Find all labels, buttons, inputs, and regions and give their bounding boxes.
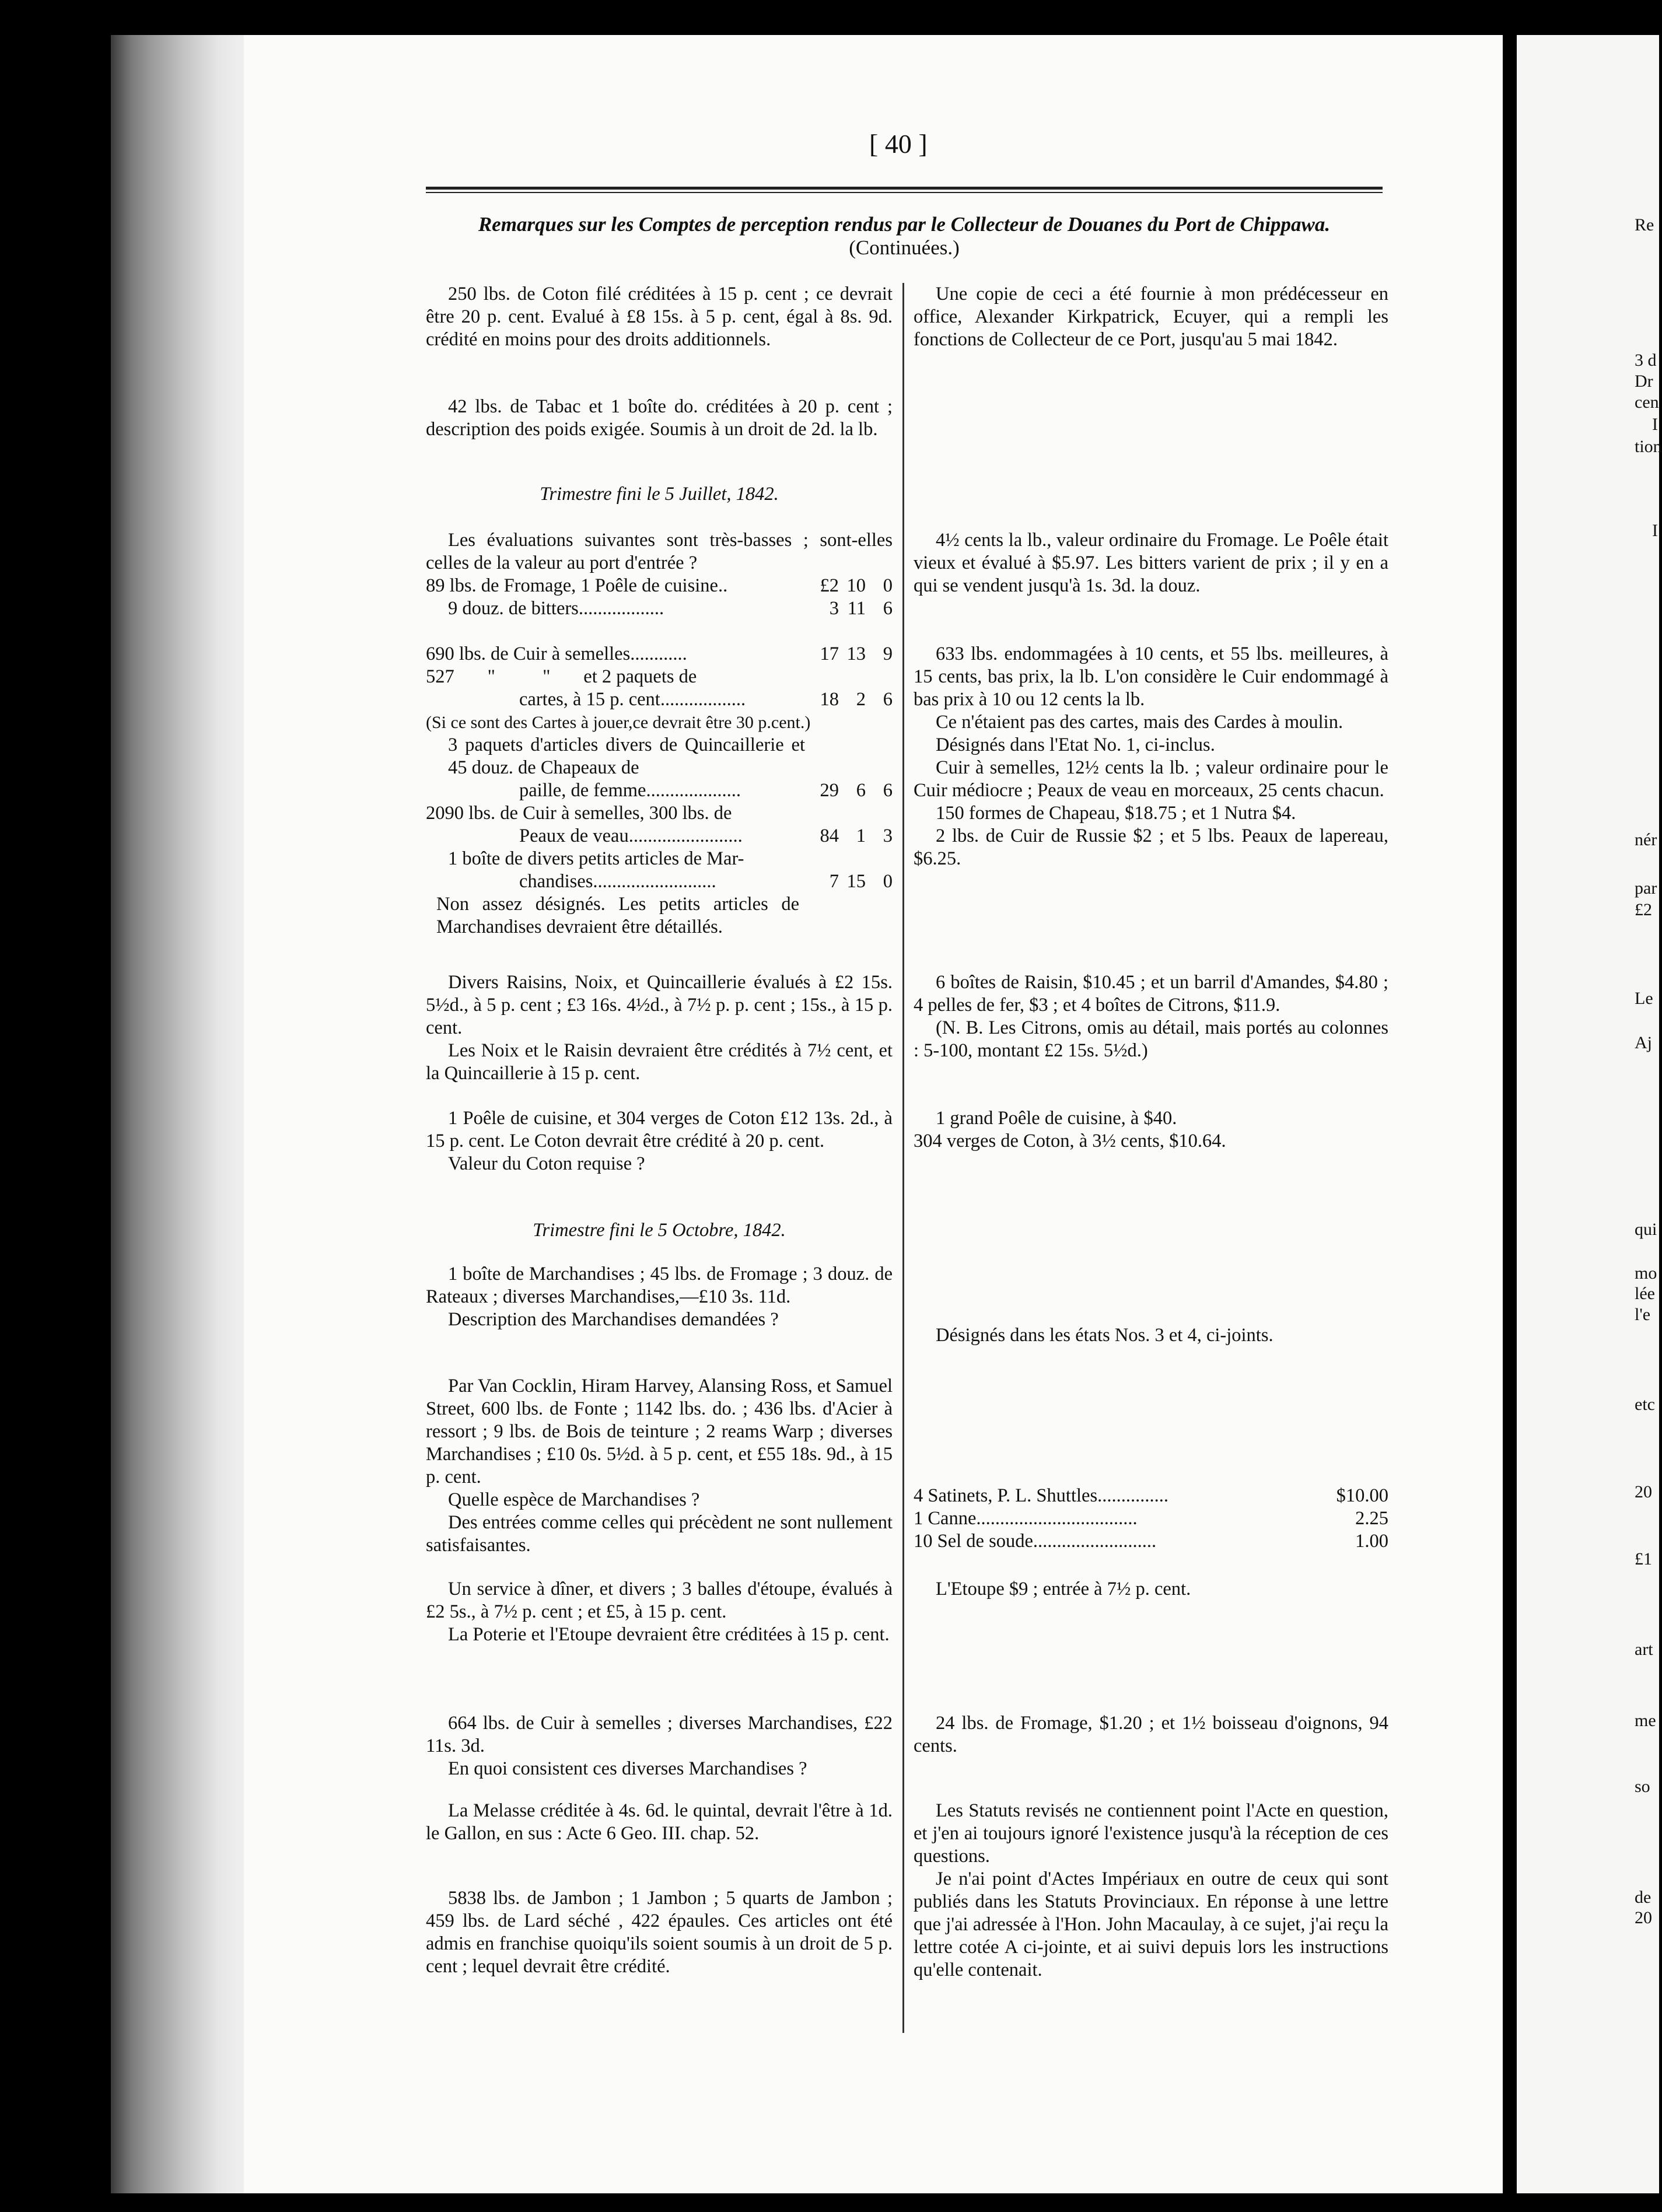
- facing-fragment: 20: [1635, 1482, 1652, 1502]
- facing-fragment: mo: [1635, 1264, 1657, 1283]
- list-item: [914, 1530, 1388, 1553]
- facing-fragment: cen: [1635, 393, 1659, 412]
- row-shillings: 6: [856, 780, 866, 801]
- amount-row: [426, 825, 893, 848]
- paragraph-text: En quoi consistent ces diverses Marchandises ?: [448, 1758, 807, 1779]
- row-description: 1 boîte de divers petits articles de Mar-: [448, 848, 744, 869]
- answer-copie: [914, 283, 1388, 351]
- paragraph-text: 1 grand Poêle de cuisine, à $40.: [936, 1108, 1177, 1129]
- row-description: 89 lbs. de Fromage, 1 Poêle de cuisine..: [426, 575, 728, 596]
- paragraph-text: 24 lbs. de Fromage, $1.20 ; et 1½ boisseau d'oignons, 94 cents.: [914, 1713, 1388, 1756]
- paragraph-text: 250 lbs. de Coton filé créditées à 15 p. cent ; ce devrait être 20 p. cent. Evalué à £8 15s. à 5 p. cent, égal à 8s. 9d. crédité en moins pour des droits additionnels.: [426, 284, 893, 350]
- book-spine: [111, 35, 245, 2193]
- paragraph-text: Valeur du Coton requise ?: [448, 1153, 645, 1174]
- facing-fragment: qui: [1635, 1220, 1657, 1239]
- facing-fragment: Dr: [1635, 372, 1653, 391]
- paragraph-text: Je n'ai point d'Actes Impériaux en outre de ceux qui sont publiés dans les Statuts Provinciaux. En réponse à une lettre que j'ai adressée à l'Hon. John Macaulay, à ce sujet, j'ai reçu la lettre cotée A ci-jointe, et ai suivi depuis lors les instructions qu'elle contenait.: [914, 1868, 1388, 1980]
- row-description: 2090 lbs. de Cuir à semelles, 300 lbs. de: [426, 803, 732, 824]
- amount-row: [426, 688, 893, 711]
- page-heading: Remarques sur les Comptes de perception rendus par le Collecteur de Douanes du Port de Chippawa.: [478, 213, 1331, 236]
- row-pence: 6: [883, 598, 893, 619]
- amount-row: [426, 575, 893, 597]
- section-heading-octobre: [426, 1219, 893, 1242]
- facing-fragment: etc: [1635, 1395, 1655, 1414]
- list-item-value: 2.25: [1355, 1508, 1388, 1529]
- list-item-value: $10.00: [1336, 1485, 1388, 1506]
- answer-fromage-oignons: [914, 1712, 1388, 1758]
- answer-fromage: [914, 529, 1388, 597]
- facing-fragment: lée: [1635, 1284, 1655, 1303]
- block-evaluations: [426, 529, 893, 620]
- facing-fragment: Le: [1635, 989, 1653, 1008]
- facing-fragment: l'e: [1635, 1305, 1651, 1324]
- block-poele: [426, 1107, 893, 1175]
- answer-raisin: [914, 971, 1388, 1062]
- paragraph-text: 4½ cents la lb., valeur ordinaire du Fromage. Le Poêle était vieux et évalué à $5.97. Les bitters varient de prix ; il y en a qui se vendent jusqu'à 1s. 3d. la douz.: [914, 530, 1388, 596]
- paragraph-text: La Melasse créditée à 4s. 6d. le quintal, devrait l'être à 1d. le Gallon, en sus : Acte 6 Geo. III. chap. 52.: [426, 1800, 893, 1844]
- facing-fragment: me: [1635, 1711, 1656, 1730]
- paragraph-text: (N. B. Les Citrons, omis au détail, mais portés au colonnes : 5-100, montant £2 15s. 5½d.): [914, 1017, 1388, 1061]
- list-item-description: 1 Canne..................................: [914, 1508, 1138, 1529]
- block-boite: [426, 1263, 893, 1331]
- facing-fragment: Re: [1635, 215, 1654, 235]
- facing-fragment: I: [1652, 415, 1658, 434]
- answer-designes: [914, 1324, 1388, 1347]
- row-shillings: 13: [846, 643, 866, 664]
- facing-fragment: so: [1635, 1777, 1650, 1796]
- row-note: Non assez désignés. Les petits articles de Marchandises devraient être détaillés.: [436, 894, 799, 937]
- answer-list: [914, 1485, 1388, 1553]
- row-shillings: 10: [846, 575, 866, 596]
- list-item: [914, 1485, 1388, 1507]
- row-pence: 6: [883, 780, 893, 801]
- row-description: cartes, à 15 p. cent..................: [519, 689, 746, 710]
- section-heading: Trimestre fini le 5 Octobre, 1842.: [533, 1220, 786, 1241]
- row-shillings: 11: [847, 598, 866, 619]
- page-number: [ 40 ]: [869, 129, 928, 159]
- paragraph-text: 5838 lbs. de Jambon ; 1 Jambon ; 5 quarts de Jambon ; 459 lbs. de Lard séché , 422 épaules. Ces articles ont été admis en franchise quoiqu'ils soient soumis à un droit de 5 p. cent ; lequel devrait être crédité.: [426, 1888, 893, 1977]
- row-description: 690 lbs. de Cuir à semelles............: [426, 643, 687, 664]
- paragraph-text: Les évaluations suivantes sont très-basses ; sont-elles celles de la valeur au port d'entrée ?: [426, 530, 893, 573]
- row-description: 527 " " et 2 paquets de: [426, 666, 697, 687]
- facing-fragment: par: [1635, 878, 1657, 898]
- amount-row: [426, 643, 893, 666]
- row-description: paille, de femme....................: [519, 780, 741, 801]
- row-pounds: 84: [820, 825, 839, 846]
- facing-fragment: 20: [1635, 1908, 1652, 1927]
- page-subheading: (Continuées.): [849, 236, 960, 259]
- header-rule: [426, 187, 1383, 190]
- row-shillings: 2: [856, 689, 866, 710]
- row-shillings: 1: [856, 825, 866, 846]
- block-van-cocklin: [426, 1375, 893, 1557]
- block-jambon: [426, 1887, 893, 1978]
- row-pence: 0: [883, 575, 893, 596]
- paragraph-text: L'Etoupe $9 ; entrée à 7½ p. cent.: [936, 1578, 1191, 1600]
- paragraph-text: Les Statuts revisés ne contiennent point l'Acte en question, et j'en ai toujours ignoré l'existence jusqu'à la réception de ces questions.: [914, 1800, 1388, 1867]
- paragraph-text: 2 lbs. de Cuir de Russie $2 ; et 5 lbs. Peaux de lapereau, $6.25.: [914, 825, 1388, 869]
- paragraph-text: Cuir à semelles, 12½ cents la lb. ; valeur ordinaire pour le Cuir médiocre ; Peaux de veau en morceaux, 25 cents chacun.: [914, 757, 1388, 801]
- paragraph-text: Par Van Cocklin, Hiram Harvey, Alansing Ross, et Samuel Street, 600 lbs. de Fonte ; 1142 lbs. do. ; 436 lbs. d'Acier à ressort ; 9 lbs. de Bois de teinture ; 2 reams Warp ; diverses Marchandises ; £10 0s. 5½d. à 5 p. cent, et £55 18s. 9d., à 15 p. cent.: [426, 1376, 893, 1488]
- paragraph-text: Description des Marchandises demandées ?: [448, 1309, 779, 1330]
- answer-cuir: [914, 643, 1388, 870]
- row-description: 9 douz. de bitters..................: [448, 598, 664, 619]
- section-heading-juillet: [426, 483, 893, 506]
- header-rule-thin: [426, 192, 1383, 193]
- block-service: [426, 1578, 893, 1646]
- answer-etoupe: [914, 1578, 1388, 1601]
- answer-statuts: [914, 1800, 1388, 1982]
- block-cuir-664: [426, 1712, 893, 1780]
- row-description: chandises..........................: [519, 871, 716, 892]
- list-item-description: 10 Sel de soude..........................: [914, 1531, 1157, 1552]
- section-heading: Trimestre fini le 5 Juillet, 1842.: [540, 484, 779, 505]
- amount-row: [426, 779, 893, 802]
- facing-fragment: art: [1635, 1640, 1653, 1659]
- row-pounds: 29: [820, 780, 839, 801]
- paragraph-text: 42 lbs. de Tabac et 1 boîte do. créditées à 20 p. cent ; description des poids exigée. Soumis à un droit de 2d. la lb.: [426, 396, 893, 440]
- paragraph-text: 633 lbs. endommagées à 10 cents, et 55 lbs. meilleures, à 15 cents, bas prix, la lb. L'on considère le Cuir endommagé à bas prix à 10 ou 12 cents la lb.: [914, 643, 1388, 710]
- column-divider: [902, 283, 904, 2033]
- paragraph-tabac: [426, 396, 893, 441]
- row-pence: 3: [883, 825, 893, 846]
- paragraph-text: Divers Raisins, Noix, et Quincaillerie évalués à £2 15s. 5½d., à 5 p. cent ; £3 16s. 4½d., à 7½ p. p. cent ; 15s., à 15 p. cent.: [426, 972, 893, 1038]
- paragraph-text: 304 verges de Coton, à 3½ cents, $10.64.: [914, 1130, 1226, 1152]
- row-pence: 9: [883, 643, 893, 664]
- row-pounds: 18: [820, 689, 839, 710]
- block-melasse: [426, 1800, 893, 1845]
- row-pence: 6: [883, 689, 893, 710]
- paragraph-text: Désignés dans les états Nos. 3 et 4, ci-joints.: [936, 1325, 1273, 1346]
- facing-fragment: nér: [1635, 830, 1657, 849]
- facing-fragment: tion: [1635, 437, 1662, 456]
- facing-fragment: Aj: [1635, 1033, 1652, 1052]
- paragraph-text: Quelle espèce de Marchandises ?: [448, 1489, 700, 1510]
- row-pounds: 7: [829, 871, 839, 892]
- paragraph-text: Les Noix et le Raisin devraient être crédités à 7½ cent, et la Quincaillerie à 15 p. cent.: [426, 1040, 893, 1084]
- paragraph-text: Une copie de ceci a été fournie à mon prédécesseur en office, Alexander Kirkpatrick, Ecuyer, qui a rempli les fonctions de Collecteur de ce Port, jusqu'au 5 mai 1842.: [914, 284, 1388, 350]
- block-raisins: [426, 971, 893, 1085]
- amount-row: [426, 870, 893, 893]
- paragraph-text: Ce n'étaient pas des cartes, mais des Cardes à moulin.: [936, 712, 1343, 733]
- row-note: (Si ce sont des Cartes à jouer,ce devrait être 30 p.cent.): [426, 713, 811, 732]
- answer-poele: [914, 1107, 1388, 1153]
- paragraph-text: 150 formes de Chapeau, $18.75 ; et 1 Nutra $4.: [936, 803, 1296, 824]
- row-shillings: 15: [846, 871, 866, 892]
- paragraph-text: La Poterie et l'Etoupe devraient être créditées à 15 p. cent.: [448, 1624, 890, 1645]
- facing-fragment: 3 d: [1635, 351, 1657, 370]
- list-item-description: 4 Satinets, P. L. Shuttles...............: [914, 1485, 1168, 1506]
- row-pence: 0: [883, 871, 893, 892]
- facing-fragment: £2: [1635, 900, 1652, 919]
- row-description: Peaux de veau........................: [519, 825, 743, 846]
- facing-fragment: I: [1652, 521, 1658, 540]
- paragraph-text: 664 lbs. de Cuir à semelles ; diverses Marchandises, £22 11s. 3d.: [426, 1713, 893, 1756]
- row-description: 3 paquets d'articles divers de Quincaillerie et 45 douz. de Chapeaux de: [448, 734, 805, 778]
- paragraph-text: 6 boîtes de Raisin, $10.45 ; et un barril d'Amandes, $4.80 ; 4 pelles de fer, $3 ; et 4 boîtes de Citrons, $11.9.: [914, 972, 1388, 1016]
- paragraph-text: Désignés dans l'Etat No. 1, ci-inclus.: [936, 734, 1215, 755]
- facing-fragment: de: [1635, 1888, 1651, 1907]
- facing-fragment: £1: [1635, 1549, 1652, 1569]
- row-pounds: 17: [820, 643, 839, 664]
- paragraph-text: 1 Poêle de cuisine, et 304 verges de Coton £12 13s. 2d., à 15 p. cent. Le Coton devrait être crédité à 20 p. cent.: [426, 1108, 893, 1152]
- paragraph-text: Des entrées comme celles qui précèdent ne sont nullement satisfaisantes.: [426, 1512, 893, 1556]
- amount-row: [426, 597, 893, 620]
- row-pounds: £2: [820, 575, 839, 596]
- paragraph-text: Un service à dîner, et divers ; 3 balles d'étoupe, évalués à £2 5s., à 7½ p. cent ; et £5, à 15 p. cent.: [426, 1578, 893, 1622]
- block-cuir: [426, 643, 893, 939]
- list-item-value: 1.00: [1355, 1531, 1388, 1552]
- row-pounds: 3: [829, 598, 839, 619]
- list-item: [914, 1507, 1388, 1530]
- paragraph-text: 1 boîte de Marchandises ; 45 lbs. de Fromage ; 3 douz. de Rateaux ; diverses Marchandises,—£10 3s. 11d.: [426, 1264, 893, 1307]
- paragraph-coton: [426, 283, 893, 351]
